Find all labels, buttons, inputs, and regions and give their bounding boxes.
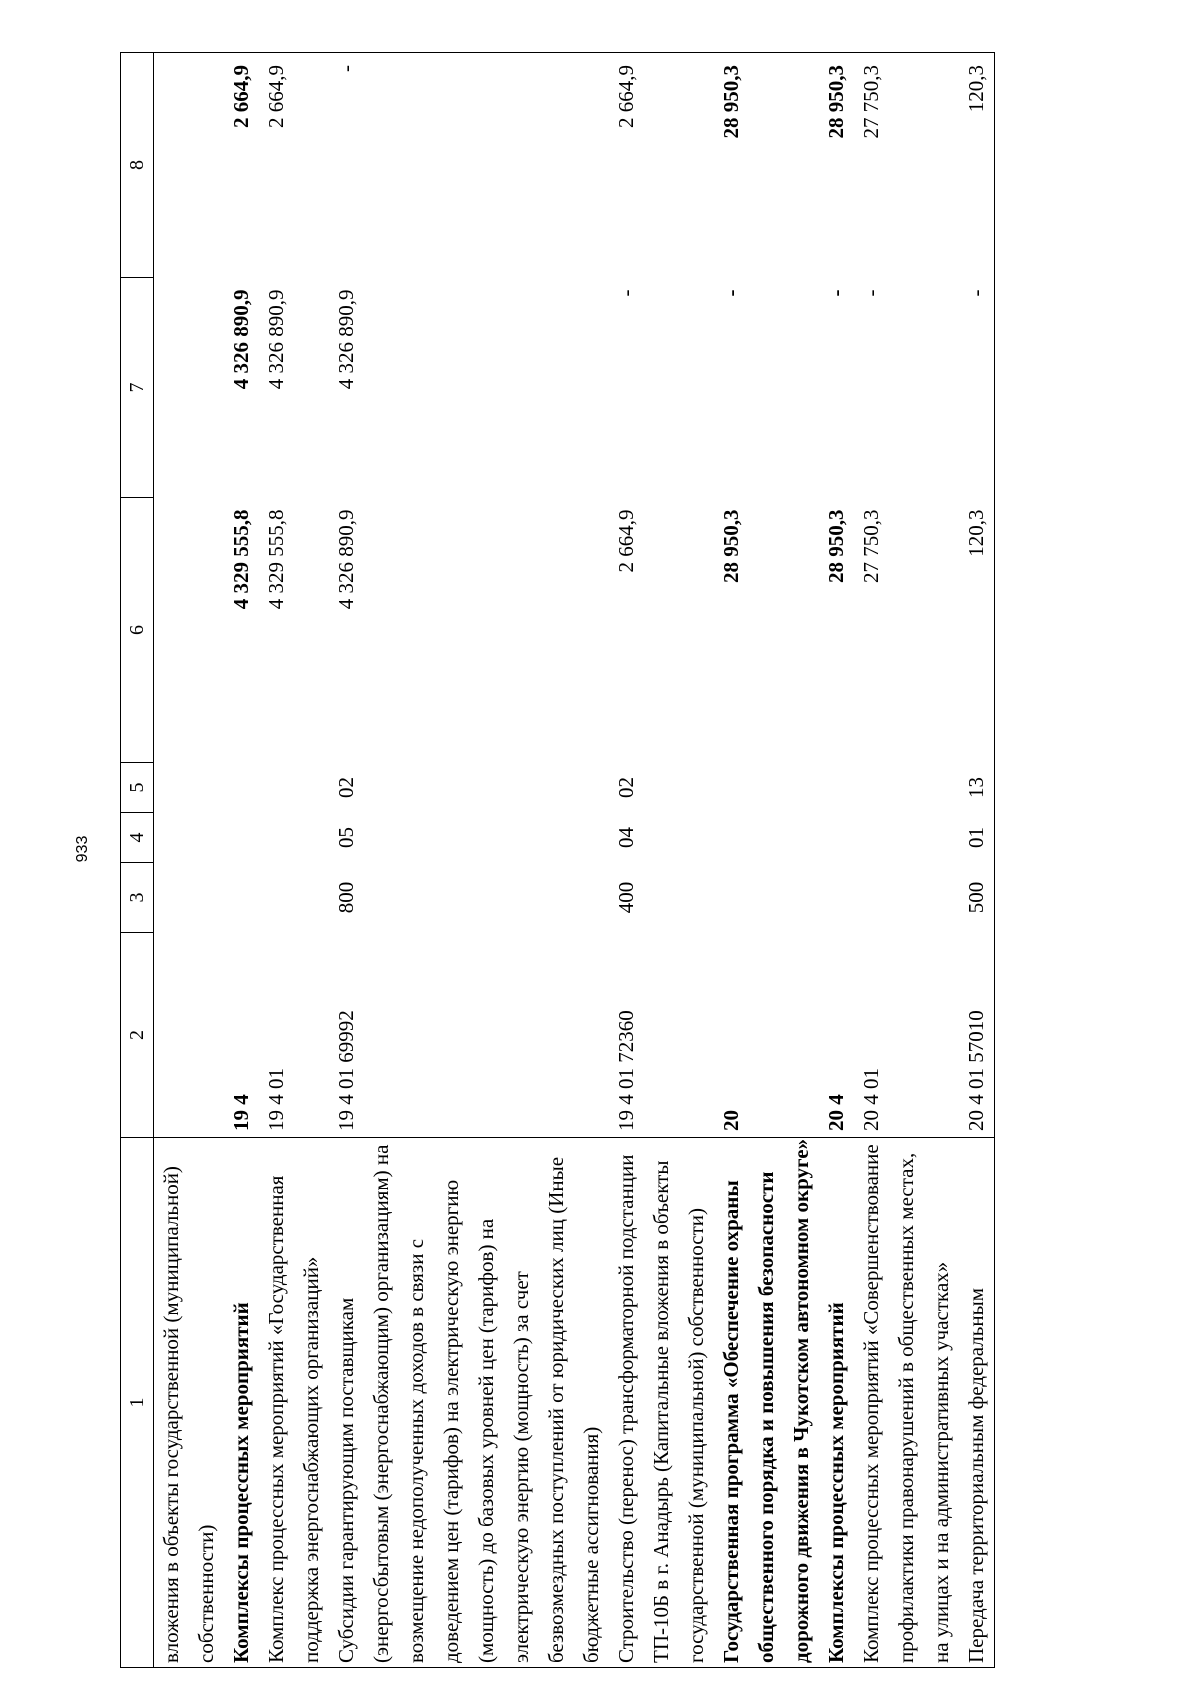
row-c5 (854, 763, 959, 813)
row-c4 (714, 813, 819, 863)
row-c3: 500 (959, 863, 995, 933)
table-row (854, 53, 959, 1668)
row-c6 (154, 498, 225, 763)
row-c8: 2 664,9 (259, 53, 329, 278)
row-name-text: Комплексы процессных мероприятий (824, 1302, 848, 1663)
row-c6: 4 329 555,8 (264, 509, 288, 610)
row-name (819, 1138, 854, 1668)
header-col-6: 6 (121, 498, 154, 763)
table-row (329, 53, 609, 1668)
row-c6: 2 664,9 (614, 509, 638, 573)
budget-table (120, 52, 995, 1668)
row-c4 (819, 813, 854, 863)
header-col-8: 8 (121, 53, 154, 278)
row-name (609, 1138, 714, 1668)
row-name (329, 1138, 609, 1668)
row-c6: 4 329 555,8 (229, 509, 253, 610)
row-c5 (154, 763, 225, 813)
row-name (714, 1138, 819, 1668)
row-code: 19 4 01 72360 (614, 1010, 638, 1131)
row-name-text: Передача территориальным федеральным (964, 1287, 988, 1663)
page-number: 933 (74, 835, 91, 863)
row-name-text: Строительство (перенос) трансформаторной подстанции ТП-10Б в г. Анадырь (Капитальные вложения в объекты государственной (муниципальной) собственности) (614, 1154, 708, 1663)
row-c6: 27 750,3 (859, 509, 883, 583)
table-row (259, 53, 329, 1668)
row-c8 (154, 53, 225, 278)
row-c8: 28 950,3 (714, 53, 819, 278)
row-c4 (854, 813, 959, 863)
row-c7: - (959, 278, 995, 498)
row-name (959, 1138, 995, 1668)
row-c7: 4 326 890,9 (334, 289, 358, 390)
row-c3 (259, 863, 329, 933)
header-col-1: 1 (121, 1138, 154, 1668)
row-c6: 4 326 890,9 (334, 509, 358, 610)
table-row (154, 53, 225, 1668)
header-col-5: 5 (121, 763, 154, 813)
row-c3 (714, 863, 819, 933)
table-row (609, 53, 714, 1668)
row-name-text: вложения в объекты государственной (муниципальной) собственности) (159, 1166, 218, 1663)
table-row (819, 53, 854, 1668)
row-c7: - (719, 289, 743, 297)
row-name-text: Комплексы процессных мероприятий (229, 1302, 253, 1663)
row-c4 (154, 813, 225, 863)
row-c5 (224, 763, 259, 813)
header-col-7: 7 (121, 278, 154, 498)
row-code: 19 4 (229, 1094, 253, 1131)
header-row (121, 53, 154, 1668)
row-name (224, 1138, 259, 1668)
row-code: 20 4 01 (859, 1068, 883, 1131)
row-c3 (224, 863, 259, 933)
row-name (259, 1138, 329, 1668)
row-c3: 400 (614, 881, 638, 914)
row-code: 20 (719, 1110, 743, 1131)
row-name (854, 1138, 959, 1668)
row-c5: 02 (334, 777, 358, 798)
rotated-table-container (120, 53, 1200, 1668)
row-c5 (819, 763, 854, 813)
row-c5: 13 (959, 763, 995, 813)
row-code: 20 4 01 57010 (959, 933, 995, 1138)
row-c6: 28 950,3 (824, 509, 848, 583)
row-c8: 2 664,9 (609, 53, 714, 278)
row-c4: 01 (959, 813, 995, 863)
row-c4 (224, 813, 259, 863)
row-c4: 04 (614, 827, 638, 848)
row-c3: 800 (334, 881, 358, 914)
row-c4: 05 (334, 827, 358, 848)
header-col-2: 2 (121, 933, 154, 1138)
row-c3 (854, 863, 959, 933)
row-c7: - (824, 289, 848, 297)
row-c8: 120,3 (959, 53, 995, 278)
table-row (959, 53, 995, 1668)
row-code: 20 4 (824, 1094, 848, 1131)
row-name-text: Комплекс процессных мероприятий «Совершенствование профилактики правонарушений в общественных местах, на улицах и на административных участках» (859, 1144, 953, 1663)
row-c7 (154, 278, 225, 498)
row-c7: - (614, 289, 638, 297)
row-name-text: Комплекс процессных мероприятий «Государственная поддержка энергоснабжающих организаций» (264, 1175, 323, 1663)
row-c4 (259, 813, 329, 863)
row-c8: 28 950,3 (819, 53, 854, 278)
row-c8: 27 750,3 (854, 53, 959, 278)
header-col-3: 3 (121, 863, 154, 933)
header-col-4: 4 (121, 813, 154, 863)
row-name-text: Субсидии гарантирующим поставщикам (энергосбытовым (энергоснабжающим) организациям) на возмещение недополученных доходов в связи с доведением цен (тарифов) на электрическую энергию (мощность) до базовых уровней цен (тарифов) на электрическую энергию (мощность) за счет безвозмездных поступлений от юридических лиц (Иные бюджетные ассигнования) (334, 1144, 603, 1663)
row-code: 19 4 01 (264, 1068, 288, 1131)
row-name (154, 1138, 225, 1668)
row-c5 (714, 763, 819, 813)
row-code (154, 933, 225, 1138)
row-c7: 4 326 890,9 (264, 289, 288, 390)
row-c3 (819, 863, 854, 933)
row-c5 (259, 763, 329, 813)
row-c6: 28 950,3 (719, 509, 743, 583)
row-code: 19 4 01 69992 (334, 1010, 358, 1131)
row-c6: 120,3 (959, 498, 995, 763)
row-c8: - (329, 53, 609, 278)
row-c7: 4 326 890,9 (229, 289, 253, 390)
row-name-text: Государственная программа «Обеспечение охраны общественного порядка и повышения безопасности дорожного движения в Чукотском автономном округе» (719, 1138, 813, 1663)
row-c3 (154, 863, 225, 933)
table-row (224, 53, 259, 1668)
table-row (714, 53, 819, 1668)
row-c7: - (859, 289, 883, 297)
row-c8: 2 664,9 (224, 53, 259, 278)
row-c5: 02 (614, 777, 638, 798)
